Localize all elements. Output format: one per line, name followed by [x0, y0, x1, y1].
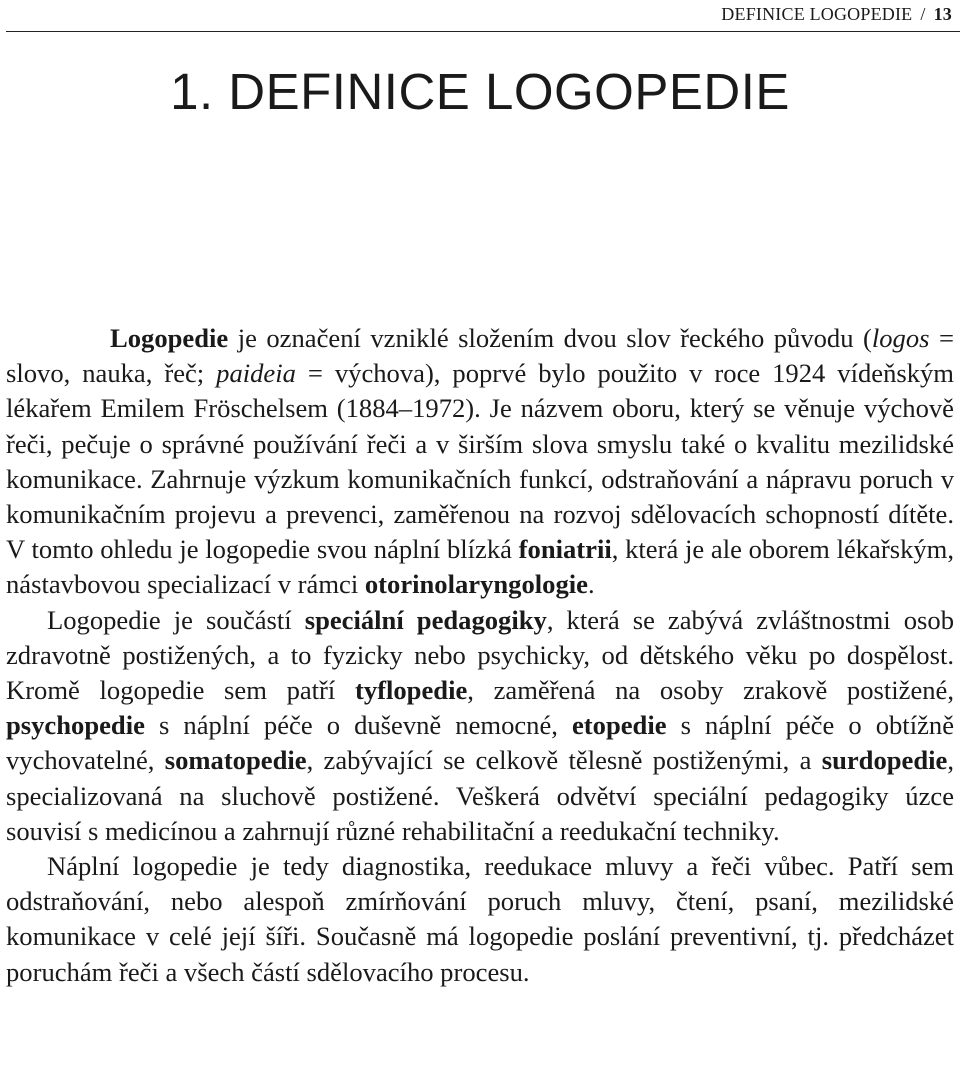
paragraph-1-segment-9: otorinolaryngologie [364, 569, 588, 600]
paragraph-1-segment-10: . [587, 569, 595, 600]
paragraph-2-segment-2: speciální pedagogiky [304, 604, 547, 635]
paragraph-3 [6, 849, 954, 990]
paragraph-2-segment-7: s náplní péče o duševně nemocné, [144, 710, 572, 741]
paragraph-2-segment-10: somatopedie [164, 745, 307, 776]
paragraph-1-segment-6: = výchova), poprvé bylo použito v roce 1924 vídeňským lékařem Emilem Fröschelsem (1884–1972). Je názvem oboru, který se věnuje výchově řeči, pečuje o správné používání řeči a v širším slova smyslu také o kvalitu mezilidské komunikace. Zahrnuje výzkum komunikačních funkcí, odstraňování a nápravu poruch v komunikačním projevu a prevenci, zaměřenou na rozvoj sdělovacích schopností dítěte. V tomto ohledu je logopedie svou náplní blízká [6, 358, 954, 565]
paragraph-2-segment-5: , zaměřená na osoby zrakově postižené, [467, 675, 954, 706]
paragraph-2-segment-11: , zabývající se celkově tělesně postiženými, a [306, 745, 822, 776]
paragraph-1-segment-2: je označení vzniklé složením dvou slov řeckého původu ( [228, 323, 872, 353]
running-title: DEFINICE LOGOPEDIE [721, 4, 913, 24]
paragraph-2-segment-12: surdopedie [821, 745, 948, 776]
paragraph-2-segment-8: etopedie [572, 710, 667, 741]
header-rule [6, 31, 960, 32]
paragraph-1-segment-5: paideia [216, 358, 296, 389]
paragraph-1-segment-7: foniatrii [518, 534, 612, 565]
paragraph-2-segment-9: s náplní péče o obtížně vychovatelné, [6, 710, 954, 776]
paragraph-1-segment-4: = slovo, nauka, řeč; [6, 323, 954, 389]
paragraph-1-segment-1: Logopedie [110, 323, 229, 353]
paragraph-1-segment-3: logos [871, 323, 930, 353]
paragraph-3-segment-1: Náplní logopedie je tedy diagnostika, reedukace mluvy a řeči vůbec. Patří sem odstraňování, nebo alespoň zmírňování poruch mluvy, čtení, psaní, mezilidské komunikace v celé její šíři. Současně má logopedie poslání preventivní, tj. předcházet poruchám řeči a všech částí sdělovacího procesu. [6, 851, 954, 987]
paragraph-2 [6, 603, 954, 849]
page-number: 13 [933, 4, 952, 24]
paragraph-2-segment-6: psychopedie [6, 710, 145, 741]
paragraph-1-segment-8: , která je ale oborem lékařským, nástavbovou specializací v rámci [6, 534, 954, 600]
paragraph-1 [6, 321, 954, 603]
paragraph-2-segment-13: , specializovaná na sluchově postižené. Veškerá odvětví speciální pedagogiky úzce souvisí s medicínou a zahrnují různé rehabilitační a reedukační techniky. [6, 745, 954, 846]
header-separator: / [920, 4, 926, 24]
chapter-title: 1. DEFINICE LOGOPEDIE [170, 63, 790, 120]
paragraph-2-segment-3: , která se zabývá zvláštnostmi osob zdravotně postižených, a to fyzicky nebo psychicky, od dětského věku po dospělost. Kromě logopedie sem patří [6, 604, 954, 706]
paragraph-2-segment-1: Logopedie je součástí [47, 604, 305, 635]
running-header [721, 4, 952, 25]
body-text [6, 321, 954, 990]
paragraph-2-segment-4: tyflopedie [354, 675, 468, 706]
